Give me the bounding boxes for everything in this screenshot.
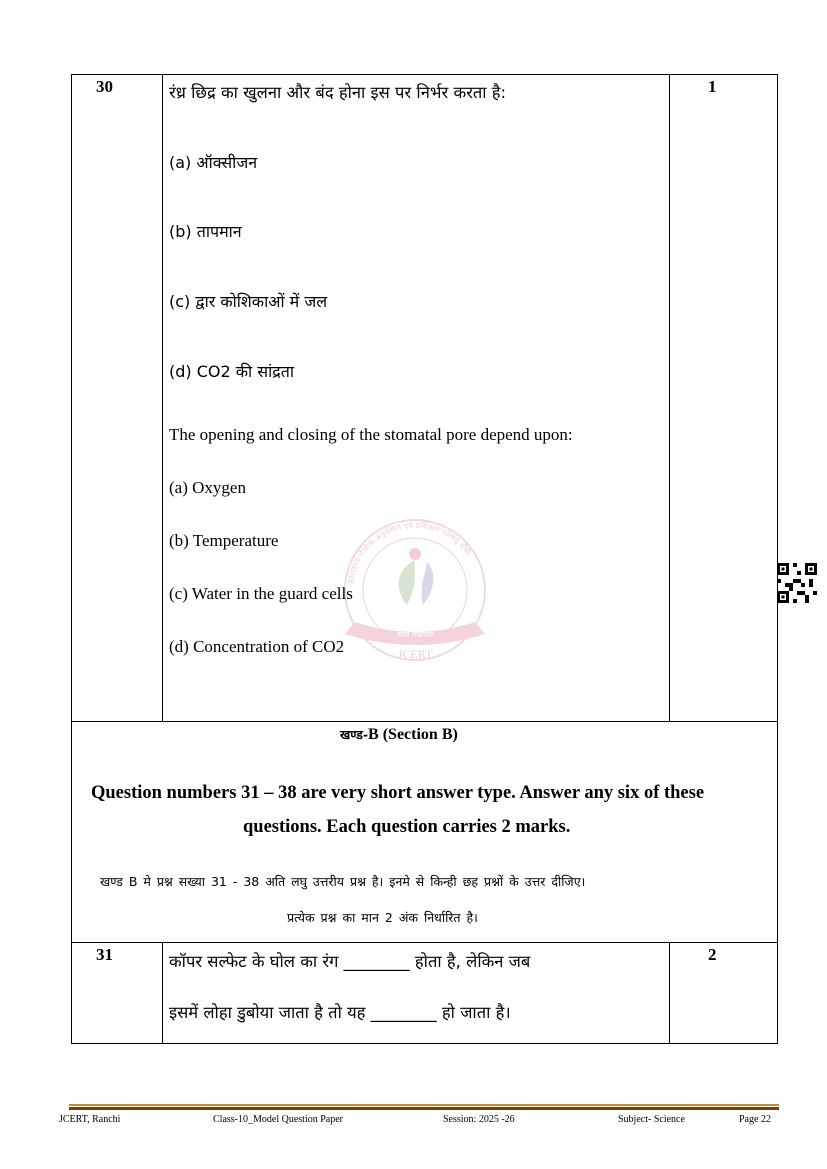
question-30-option-c-hindi: (c) द्वार कोशिकाओं में जल	[169, 292, 328, 311]
footer-org: JCERT, Ranchi	[59, 1114, 121, 1125]
section-b-instruction-english-line-2: questions. Each question carries 2 marks.	[243, 817, 571, 837]
col-divider-q30-left	[162, 74, 163, 722]
question-30-option-a-english: (a) Oxygen	[169, 478, 246, 497]
footer-paper: Class-10_Model Question Paper	[213, 1114, 343, 1125]
row-divider-section-b-top	[71, 721, 778, 722]
col-divider-q31-left	[162, 942, 163, 1044]
watermark-label: JCERT	[397, 647, 433, 661]
question-31-line-2: इसमें लोहा डुबोया जाता है तो यह ________ हो जाता है।	[169, 1003, 511, 1022]
table-right-border	[777, 74, 778, 1044]
footer-session: Session: 2025 -26	[443, 1114, 515, 1125]
question-30-option-c-english: (c) Water in the guard cells	[169, 584, 353, 603]
question-30-option-b-english: (b) Temperature	[169, 531, 279, 550]
col-divider-q30-right	[669, 74, 670, 722]
question-31-number: 31	[96, 945, 113, 964]
row-divider-section-b-bottom	[71, 942, 778, 943]
watermark-ring-text: झारखण्ड शैक्षिक अनुसंधान एवं प्रशिक्षण परिषद् राँची	[346, 520, 473, 585]
question-30-marks: 1	[708, 77, 717, 96]
question-30-option-b-hindi: (b) तापमान	[169, 222, 242, 241]
footer-rule-brown	[69, 1107, 779, 1110]
question-31-line-1: कॉपर सल्फेट के घोल का रंग ________ होता है, लेकिन जब	[169, 952, 531, 971]
question-30-option-a-hindi: (a) ऑक्सीजन	[169, 153, 258, 172]
section-b-title-english: B (Section B)	[368, 726, 458, 743]
section-b-instruction-hindi-line-2: प्रत्येक प्रश्न का मान 2 अंक निर्धारित है।	[287, 910, 478, 925]
watermark-ribbon-text: शोध नवाचार	[396, 630, 434, 639]
section-b-title-hindi: खण्ड-	[340, 727, 369, 742]
section-b-title	[340, 726, 458, 744]
question-30-option-d-hindi: (d) CO2 की सांद्रता	[169, 362, 294, 381]
qr-code	[777, 563, 817, 603]
question-30-stem-hindi: रंध्र छिद्र का खुलना और बंद होना इस पर निर्भर करता है:	[169, 83, 507, 102]
question-31-marks: 2	[708, 945, 717, 964]
table-left-border	[71, 74, 72, 1044]
section-b-instruction-english-line-1: Question numbers 31 – 38 are very short answer type. Answer any six of these	[91, 783, 705, 803]
footer-subject: Subject- Science	[618, 1114, 685, 1125]
table-bottom-border	[71, 1043, 778, 1044]
question-30-number: 30	[96, 77, 113, 96]
footer-page: Page 22	[739, 1114, 771, 1125]
jcert-watermark-logo	[335, 510, 495, 670]
question-30-stem-english: The opening and closing of the stomatal pore depend upon:	[169, 425, 573, 444]
section-b-instruction-hindi-line-1: खण्ड B मे प्रश्न सख्या 31 - 38 अति लघु उत्तरीय प्रश्न है। इनमे से किन्ही छह प्रश्नों के उत्तर दीजिए।	[100, 874, 586, 889]
table-top-border	[71, 74, 778, 75]
question-30-option-d-english: (d) Concentration of CO2	[169, 637, 345, 656]
col-divider-q31-right	[669, 942, 670, 1044]
footer-rule-gold	[69, 1104, 779, 1106]
